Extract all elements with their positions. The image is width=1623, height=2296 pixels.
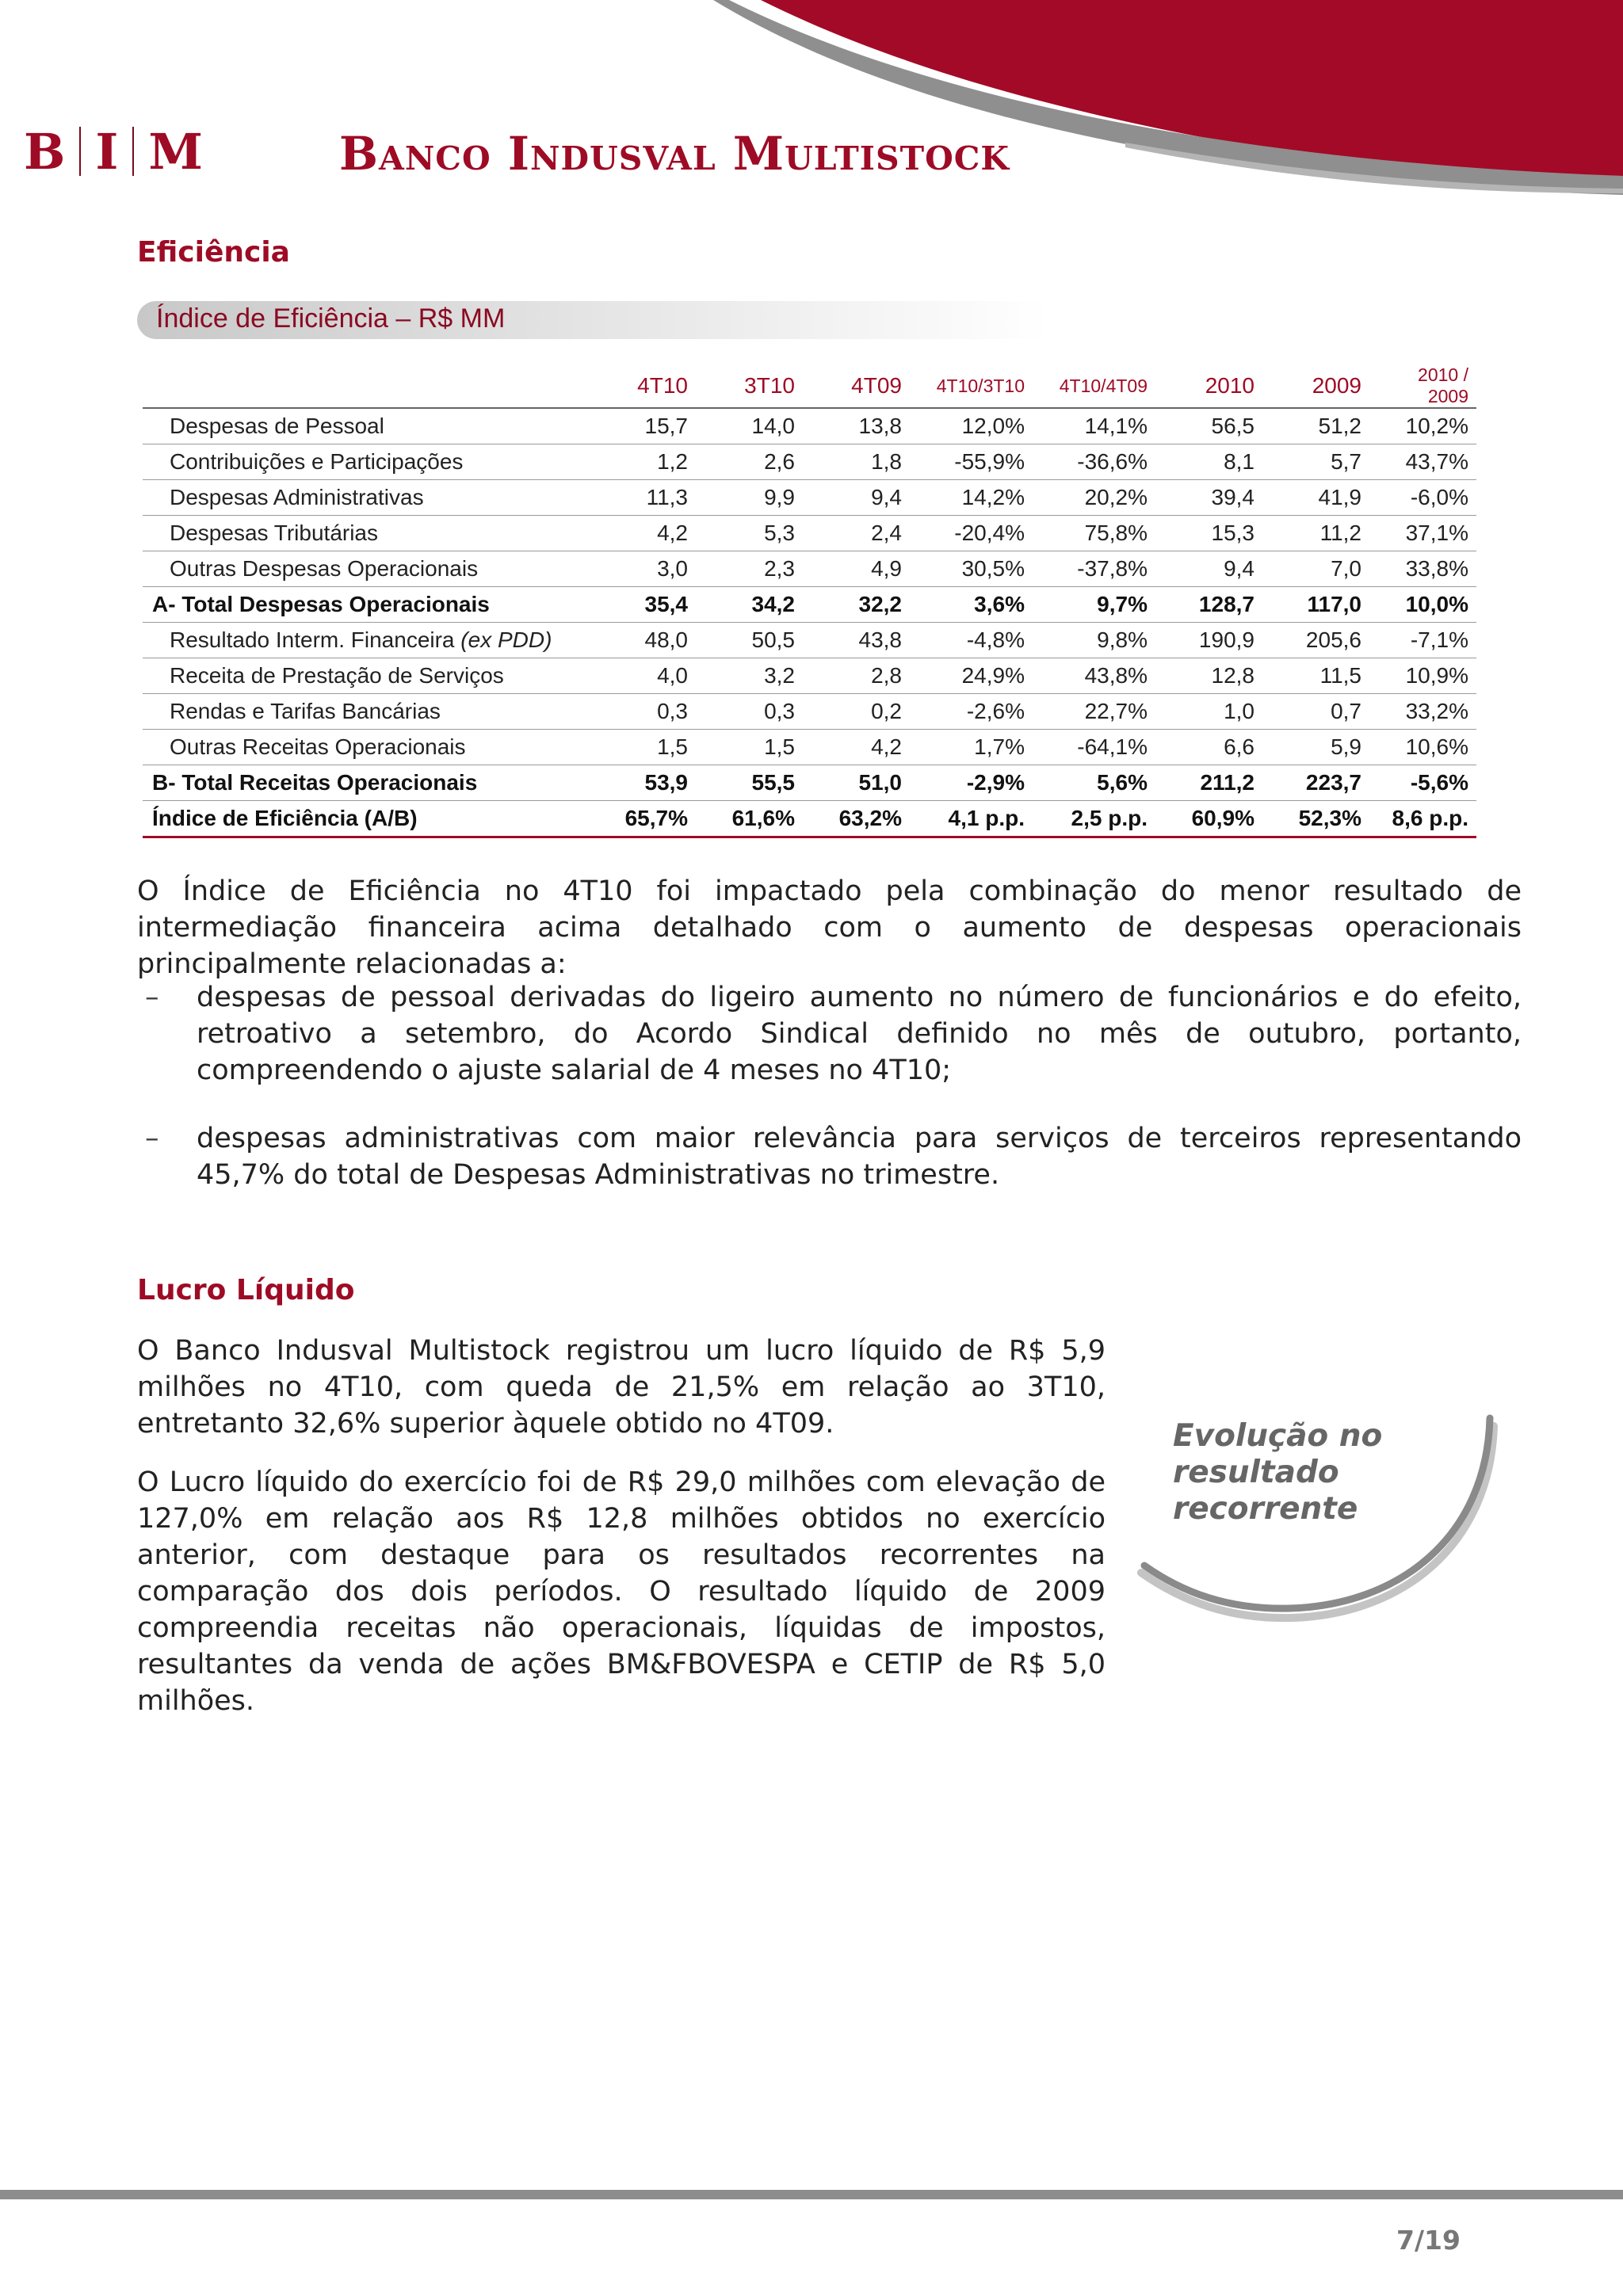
- table-cell: 65,7%: [586, 801, 696, 837]
- table-cell: -20,4%: [910, 516, 1033, 551]
- column-header: [143, 364, 586, 408]
- table-cell: -7,1%: [1369, 623, 1476, 658]
- row-label: [143, 730, 586, 765]
- table-cell: 37,1%: [1369, 516, 1476, 551]
- row-label-text: A- Total Despesas Operacionais: [152, 592, 490, 616]
- table-cell: 43,8: [803, 623, 910, 658]
- table-row: [143, 658, 1476, 694]
- row-label: [143, 408, 586, 444]
- table-row: [143, 730, 1476, 765]
- table-cell: 10,2%: [1369, 408, 1476, 444]
- table-cell: 14,2%: [910, 480, 1033, 516]
- table-cell: 9,8%: [1033, 623, 1155, 658]
- table-cell: -2,9%: [910, 765, 1033, 801]
- efficiency-section-title: Eficiência: [137, 236, 290, 269]
- bullet-dash: –: [145, 982, 159, 1013]
- table-cell: 34,2: [696, 587, 803, 623]
- table-cell: 75,8%: [1033, 516, 1155, 551]
- table-row: [143, 516, 1476, 551]
- bank-name: Banco Indusval Multistock: [339, 127, 1010, 181]
- row-label: [143, 801, 586, 837]
- table-cell: 55,5: [696, 765, 803, 801]
- table-cell: 2,5 p.p.: [1033, 801, 1155, 837]
- table-row: [143, 444, 1476, 480]
- table-cell: 48,0: [586, 623, 696, 658]
- row-label: [143, 444, 586, 480]
- row-label: [143, 587, 586, 623]
- table-cell: 10,9%: [1369, 658, 1476, 694]
- table-cell: 14,0: [696, 408, 803, 444]
- table-row: [143, 551, 1476, 587]
- row-label-text: Despesas Tributárias: [170, 521, 379, 545]
- table-cell: 43,8%: [1033, 658, 1155, 694]
- table-cell: 0,3: [696, 694, 803, 730]
- column-header: 4T10: [586, 364, 696, 408]
- list-item: [137, 979, 1522, 1089]
- table-cell: 41,9: [1262, 480, 1369, 516]
- table-cell: -55,9%: [910, 444, 1033, 480]
- table-cell: 15,7: [586, 408, 696, 444]
- table-cell: 35,4: [586, 587, 696, 623]
- table-cell: 63,2%: [803, 801, 910, 837]
- table-cell: 3,2: [696, 658, 803, 694]
- logo-letter-b: B: [24, 122, 66, 181]
- logo-letter-i: I: [95, 122, 119, 181]
- table-cell: 5,6%: [1033, 765, 1155, 801]
- table-row: [143, 694, 1476, 730]
- table-cell: 60,9%: [1155, 801, 1262, 837]
- row-label: [143, 480, 586, 516]
- row-label: [143, 623, 586, 658]
- page-number: 7/19: [1396, 2225, 1461, 2256]
- table-cell: 56,5: [1155, 408, 1262, 444]
- column-header: 2010: [1155, 364, 1262, 408]
- table-cell: 0,2: [803, 694, 910, 730]
- list-item: [137, 1120, 1522, 1193]
- table-cell: 205,6: [1262, 623, 1369, 658]
- net-income-section-title: Lucro Líquido: [137, 1274, 355, 1306]
- row-label-text: Rendas e Tarifas Bancárias: [170, 699, 441, 723]
- table-cell: 20,2%: [1033, 480, 1155, 516]
- table-cell: 3,0: [586, 551, 696, 587]
- table-row: [143, 480, 1476, 516]
- table-cell: 33,2%: [1369, 694, 1476, 730]
- row-label: [143, 658, 586, 694]
- table-cell: -37,8%: [1033, 551, 1155, 587]
- table-cell: 12,0%: [910, 408, 1033, 444]
- table-cell: 1,7%: [910, 730, 1033, 765]
- table-cell: 8,6 p.p.: [1369, 801, 1476, 837]
- table-cell: 2,3: [696, 551, 803, 587]
- row-label-text: B- Total Receitas Operacionais: [152, 770, 478, 795]
- table-cell: -36,6%: [1033, 444, 1155, 480]
- table-cell: 2,4: [803, 516, 910, 551]
- table-cell: 32,2: [803, 587, 910, 623]
- table-header-row: [143, 364, 1476, 408]
- row-label-text: Outras Despesas Operacionais: [170, 556, 479, 581]
- column-header: 2010 / 2009: [1369, 364, 1476, 408]
- row-label: [143, 551, 586, 587]
- row-label: [143, 516, 586, 551]
- row-label-text: Outras Receitas Operacionais: [170, 734, 466, 759]
- table-cell: 9,7%: [1033, 587, 1155, 623]
- table-cell: 1,8: [803, 444, 910, 480]
- table-cell: 61,6%: [696, 801, 803, 837]
- table-row: [143, 765, 1476, 801]
- table-row: [143, 408, 1476, 444]
- logo-letter-m: M: [148, 122, 204, 181]
- table-cell: 4,2: [586, 516, 696, 551]
- table-cell: 5,3: [696, 516, 803, 551]
- table-cell: 4,2: [803, 730, 910, 765]
- table-cell: 1,5: [696, 730, 803, 765]
- table-cell: 190,9: [1155, 623, 1262, 658]
- table-cell: -2,6%: [910, 694, 1033, 730]
- table-cell: 6,6: [1155, 730, 1262, 765]
- column-header: 3T10: [696, 364, 803, 408]
- row-label-text: Receita de Prestação de Serviços: [170, 663, 504, 688]
- column-header: 4T09: [803, 364, 910, 408]
- table-cell: 12,8: [1155, 658, 1262, 694]
- table-cell: 51,0: [803, 765, 910, 801]
- table-cell: 4,1 p.p.: [910, 801, 1033, 837]
- table-cell: 4,0: [586, 658, 696, 694]
- table-cell: 24,9%: [910, 658, 1033, 694]
- table-cell: 211,2: [1155, 765, 1262, 801]
- table-cell: 13,8: [803, 408, 910, 444]
- row-label: [143, 694, 586, 730]
- table-cell: 51,2: [1262, 408, 1369, 444]
- table-cell: 5,9: [1262, 730, 1369, 765]
- table-cell: -4,8%: [910, 623, 1033, 658]
- table-cell: 43,7%: [1369, 444, 1476, 480]
- table-cell: 2,8: [803, 658, 910, 694]
- bullet-dash: –: [145, 1123, 159, 1154]
- callout-text: Evolução no resultado recorrente: [1173, 1418, 1383, 1527]
- table-cell: 8,1: [1155, 444, 1262, 480]
- table-cell: 52,3%: [1262, 801, 1369, 837]
- footer-bar: [0, 2190, 1623, 2199]
- table-cell: 0,7: [1262, 694, 1369, 730]
- column-header: 2009: [1262, 364, 1369, 408]
- bullet-text: despesas de pessoal derivadas do ligeiro aumento no número de funcionários e do efeito, retroativo a setembro, do Acordo Sindical definido no mês de outubro, portanto, compreendendo o ajuste salarial de 4 meses no 4T10;: [197, 982, 1522, 1086]
- table-cell: 117,0: [1262, 587, 1369, 623]
- bullet-text: despesas administrativas com maior relevância para serviços de terceiros representando 45,7% do total de Despesas Administrativas no trimestre.: [197, 1123, 1522, 1191]
- table-cell: 4,9: [803, 551, 910, 587]
- row-label-text: Contribuições e Participações: [170, 449, 464, 474]
- table-cell: 1,5: [586, 730, 696, 765]
- table-cell: 9,4: [1155, 551, 1262, 587]
- table-cell: 50,5: [696, 623, 803, 658]
- table-cell: 22,7%: [1033, 694, 1155, 730]
- table-cell: 9,4: [803, 480, 910, 516]
- table-cell: 11,3: [586, 480, 696, 516]
- table-cell: 14,1%: [1033, 408, 1155, 444]
- table-cell: 2,6: [696, 444, 803, 480]
- efficiency-intro-paragraph: O Índice de Eficiência no 4T10 foi impactado pela combinação do menor resultado de intermediação financeira acima detalhado com o aumento de despesas operacionais principalmente relacionadas a:: [137, 875, 1522, 980]
- row-label-text: Índice de Eficiência (A/B): [152, 806, 418, 830]
- table-cell: -64,1%: [1033, 730, 1155, 765]
- row-label-text: Resultado Interm. Financeira: [170, 627, 455, 652]
- table-cell: 223,7: [1262, 765, 1369, 801]
- table-cell: 53,9: [586, 765, 696, 801]
- logo-divider: [132, 127, 134, 176]
- table-cell: 33,8%: [1369, 551, 1476, 587]
- efficiency-table: [143, 364, 1476, 838]
- table-cell: 7,0: [1262, 551, 1369, 587]
- table-row: [143, 801, 1476, 837]
- row-label: [143, 765, 586, 801]
- table-cell: 3,6%: [910, 587, 1033, 623]
- row-label-text: Despesas Administrativas: [170, 485, 424, 509]
- row-label-text: Despesas de Pessoal: [170, 414, 384, 438]
- bim-logo: [24, 123, 203, 180]
- table-row: [143, 587, 1476, 623]
- table-cell: 11,2: [1262, 516, 1369, 551]
- table-cell: 15,3: [1155, 516, 1262, 551]
- table-cell: 5,7: [1262, 444, 1369, 480]
- table-cell: -5,6%: [1369, 765, 1476, 801]
- net-income-paragraph-1: O Banco Indusval Multistock registrou um lucro líquido de R$ 5,9 milhões no 4T10, com queda de 21,5% em relação ao 3T10, entretanto 32,6% superior àquele obtido no 4T09.: [137, 1335, 1106, 1440]
- table-cell: -6,0%: [1369, 480, 1476, 516]
- column-header: 4T10/4T09: [1033, 364, 1155, 408]
- table-title-banner: [137, 301, 1048, 339]
- table-cell: 9,9: [696, 480, 803, 516]
- net-income-paragraph-2: O Lucro líquido do exercício foi de R$ 29,0 milhões com elevação de 127,0% em relação aos R$ 12,8 milhões obtidos no exercício anterior, com destaque para os resultados recorrentes na comparação dos dois períodos. O resultado líquido de 2009 compreendia receitas não operacionais, líquidas de impostos, resultantes da venda de ações BM&FBOVESPA e CETIP de R$ 5,0 milhões.: [137, 1466, 1106, 1717]
- table-row: [143, 623, 1476, 658]
- row-label-suffix: (ex PDD): [460, 627, 552, 652]
- table-cell: 10,6%: [1369, 730, 1476, 765]
- table-cell: 128,7: [1155, 587, 1262, 623]
- table-cell: 39,4: [1155, 480, 1262, 516]
- table-cell: 1,2: [586, 444, 696, 480]
- table-cell: 1,0: [1155, 694, 1262, 730]
- table-cell: 0,3: [586, 694, 696, 730]
- table-cell: 11,5: [1262, 658, 1369, 694]
- table-title: Índice de Eficiência – R$ MM: [156, 303, 506, 334]
- table-cell: 10,0%: [1369, 587, 1476, 623]
- table-cell: 30,5%: [910, 551, 1033, 587]
- column-header: 4T10/3T10: [910, 364, 1033, 408]
- logo-divider: [79, 127, 81, 176]
